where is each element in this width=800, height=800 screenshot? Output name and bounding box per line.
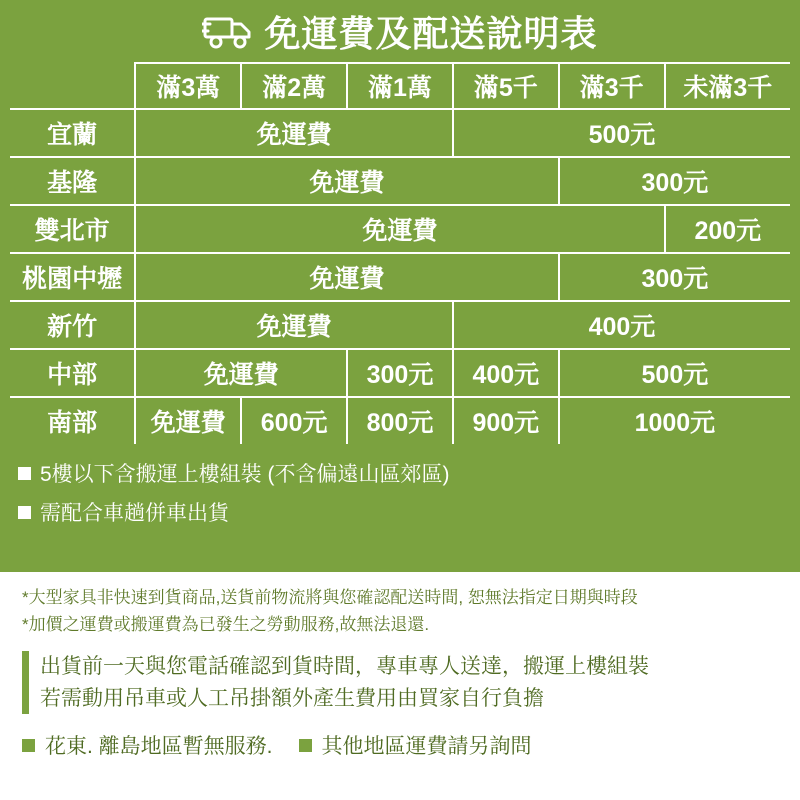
highlight-line: 出貨前一天與您電話確認到貨時間，專車專人送達，搬運上樓組裝 [40,655,649,679]
column-header: 未滿3千 [665,63,790,109]
table-row [10,301,790,349]
column-header: 滿1萬 [347,63,453,109]
table-row [10,109,790,157]
vertical-bar-accent [22,651,29,714]
bullet-square-icon [18,467,31,480]
page-title: 免運費及配送說明表 [264,13,598,54]
table-cell: 1000元 [559,397,790,444]
table-cell: 600元 [241,397,347,444]
bottom-note-text: 花東. 離島地區暫無服務. [45,735,273,759]
row-header: 南部 [10,397,135,444]
table-cell: 免運費 [135,301,453,349]
note-text: 需配合車趟併車出貨 [40,502,229,525]
truck-icon [202,12,254,57]
table-corner-cell [10,63,135,109]
column-header: 滿2萬 [241,63,347,109]
row-header: 基隆 [10,157,135,205]
table-cell: 900元 [453,397,559,444]
highlight-block [22,651,778,714]
table-cell: 免運費 [135,397,241,444]
row-header: 雙北市 [10,205,135,253]
table-cell: 500元 [453,109,790,157]
table-cell: 免運費 [135,253,558,301]
note-text: 5樓以下含搬運上樓組裝 (不含偏遠山區郊區) [40,463,450,486]
row-header: 宜蘭 [10,109,135,157]
table-cell: 免運費 [135,349,347,397]
highlight-lines [40,651,649,714]
table-row [10,397,790,444]
row-header: 桃園中壢 [10,253,135,301]
table-cell: 300元 [559,157,790,205]
table-cell: 400元 [453,301,790,349]
bottom-notes [22,730,778,760]
table-cell: 300元 [559,253,790,301]
column-header: 滿3萬 [135,63,241,109]
table-row [10,205,790,253]
column-header: 滿3千 [559,63,665,109]
notes-list [0,444,800,527]
bullet-square-icon [299,739,312,752]
table-cell: 300元 [347,349,453,397]
table-cell: 200元 [665,205,790,253]
highlight-line: 若需動用吊車或人工吊掛額外產生費用由買家自行負擔 [40,686,544,710]
table-cell: 500元 [559,349,790,397]
column-header: 滿5千 [453,63,559,109]
table-cell: 免運費 [135,109,453,157]
bullet-square-icon [22,739,35,752]
table-row [10,157,790,205]
note-item [18,497,782,527]
fine-print-line: *加價之運費或搬運費為已發生之勞動服務,故無法退還. [22,614,430,634]
table-cell: 免運費 [135,205,664,253]
bullet-square-icon [18,506,31,519]
shipping-table-wrap [0,62,800,444]
table-cell: 400元 [453,349,559,397]
table-cell: 免運費 [135,157,558,205]
table-header-row [10,63,790,109]
table-cell: 800元 [347,397,453,444]
table-row [10,253,790,301]
page-title-row [0,0,800,62]
shipping-table [10,62,790,444]
fine-print-line: *大型家具非快速到貨商品,送貨前物流將與您確認配送時間, 恕無法指定日期與時段 [22,588,638,607]
note-item [18,458,782,488]
bottom-note-text: 其他地區運費請另詢問 [321,735,532,759]
table-row [10,349,790,397]
disclaimer-panel [0,572,800,800]
row-header: 中部 [10,349,135,397]
row-header: 新竹 [10,301,135,349]
